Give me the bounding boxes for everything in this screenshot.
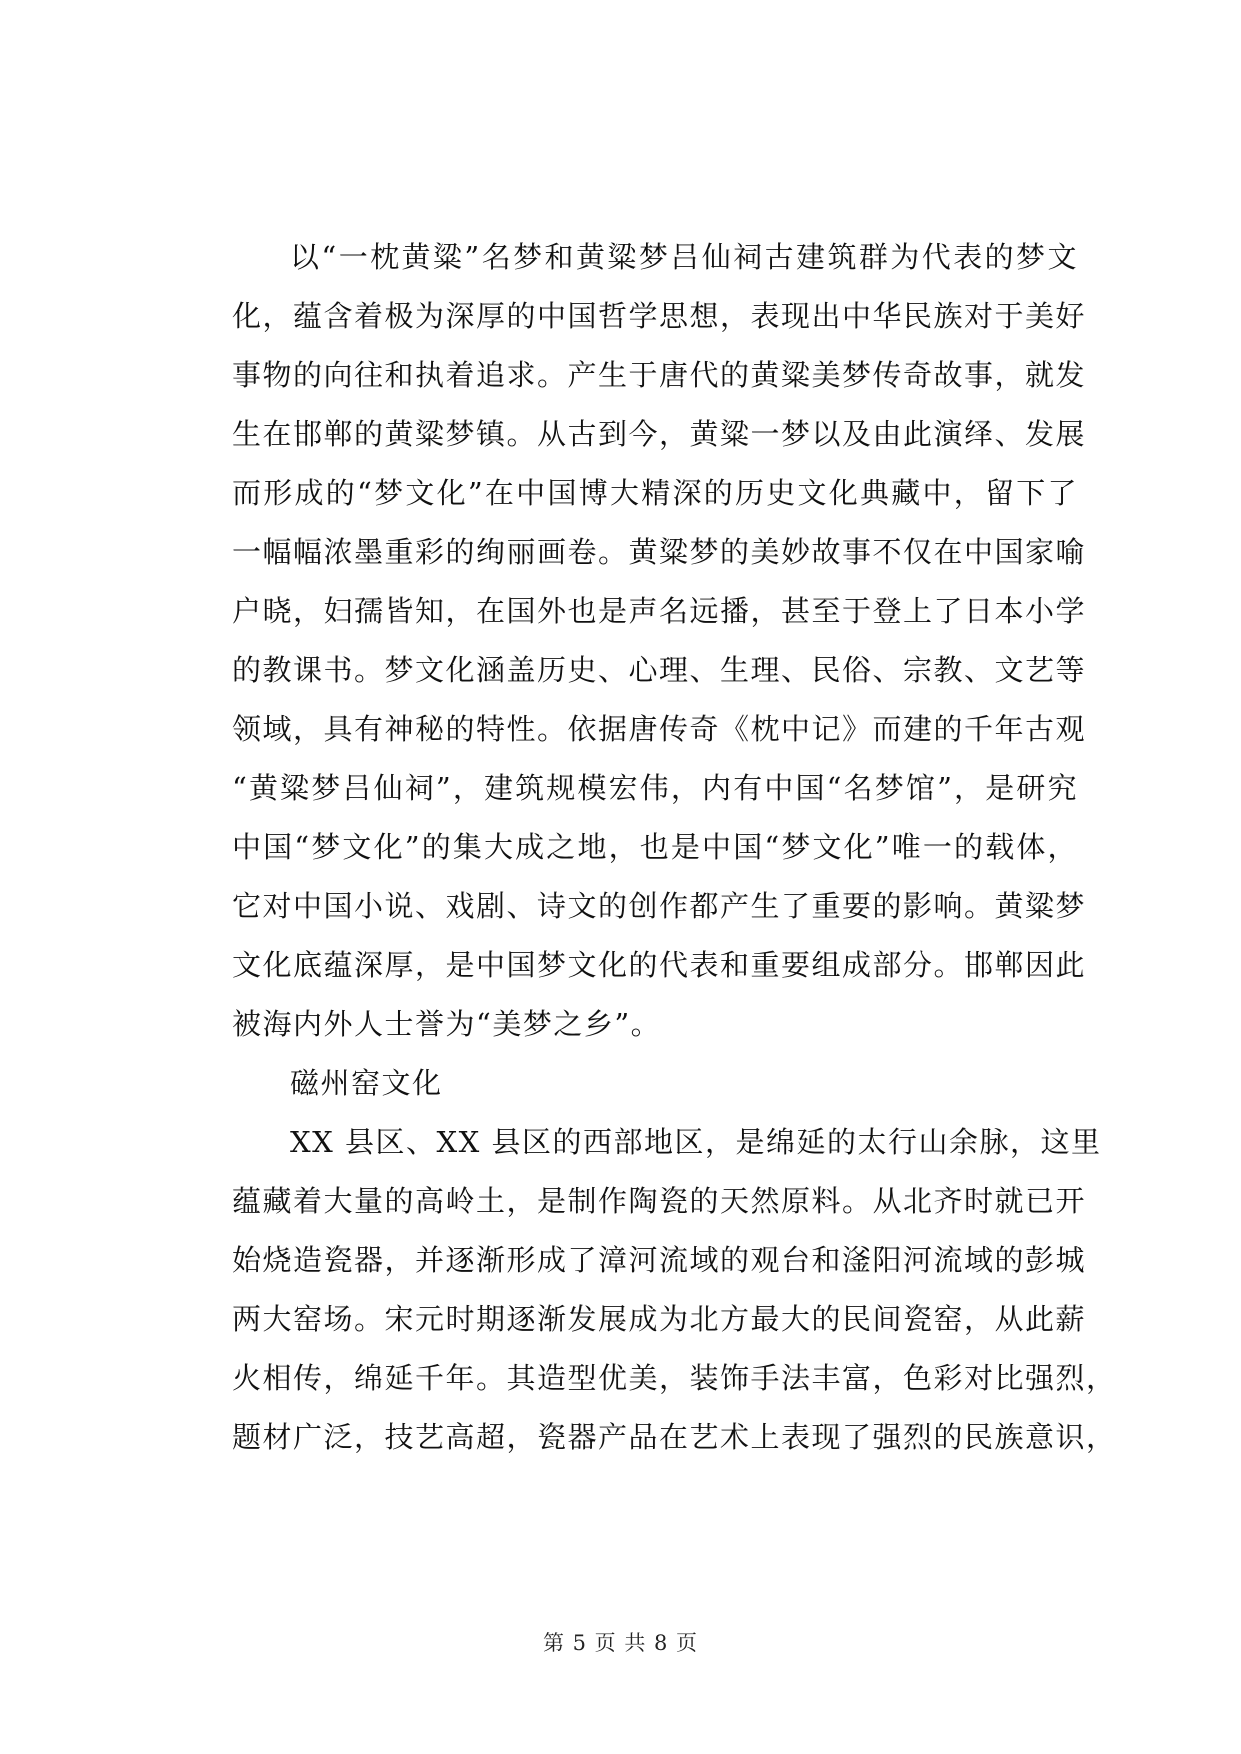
paragraph-line: 事物的向往和执着追求。产生于唐代的黄粱美梦传奇故事，就发: [232, 358, 1087, 392]
paragraph-line: “黄粱梦吕仙祠”，建筑规模宏伟，内有中国“名梦馆”，是研究: [232, 771, 1078, 805]
paragraph-line: XX 县区、XX 县区的西部地区，是绵延的太行山余脉，这里: [290, 1125, 1102, 1159]
paragraph-line: 户晓，妇孺皆知，在国外也是声名远播，甚至于登上了日本小学: [232, 594, 1087, 628]
paragraph-line: 一幅幅浓墨重彩的绚丽画卷。黄粱梦的美妙故事不仅在中国家喻: [232, 535, 1087, 569]
paragraph-line: 的教课书。梦文化涵盖历史、心理、生理、民俗、宗教、文艺等: [232, 653, 1087, 687]
paragraph-line: 两大窑场。宋元时期逐渐发展成为北方最大的民间瓷窑，从此薪: [232, 1302, 1087, 1336]
paragraph-line: 化，蕴含着极为深厚的中国哲学思想，表现出中华民族对于美好: [232, 299, 1087, 333]
paragraph-line: 题材广泛，技艺高超，瓷器产品在艺术上表现了强烈的民族意识，: [232, 1420, 1117, 1454]
paragraph-line: 文化底蕴深厚，是中国梦文化的代表和重要组成部分。邯郸因此: [232, 948, 1087, 982]
paragraph-line: 被海内外人士誉为“美梦之乡”。: [232, 1007, 662, 1041]
paragraph-line: 蕴藏着大量的高岭土，是制作陶瓷的天然原料。从北齐时就已开: [232, 1184, 1087, 1218]
body-text: [232, 228, 1117, 1467]
paragraph-line: 而形成的“梦文化”在中国博大精深的历史文化典藏中，留下了: [232, 476, 1078, 510]
section-heading: 磁州窑文化: [290, 1066, 443, 1100]
paragraph-line: 中国“梦文化”的集大成之地，也是中国“梦文化”唯一的载体，: [232, 830, 1078, 864]
paragraph-line: 始烧造瓷器，并逐渐形成了漳河流域的观台和滏阳河流域的彭城: [232, 1243, 1087, 1277]
paragraph-line: 以“一枕黄粱”名梦和黄粱梦吕仙祠古建筑群为代表的梦文: [290, 240, 1078, 274]
paragraph-line: 生在邯郸的黄粱梦镇。从古到今，黄粱一梦以及由此演绎、发展: [232, 417, 1087, 451]
paragraph-line: 领域，具有神秘的特性。依据唐传奇《枕中记》而建的千年古观: [232, 712, 1087, 746]
paragraph-line: 它对中国小说、戏剧、诗文的创作都产生了重要的影响。黄粱梦: [232, 889, 1087, 923]
page-number-footer: 第 5 页 共 8 页: [542, 1631, 699, 1655]
paragraph-line: 火相传，绵延千年。其造型优美，装饰手法丰富，色彩对比强烈，: [232, 1361, 1117, 1395]
